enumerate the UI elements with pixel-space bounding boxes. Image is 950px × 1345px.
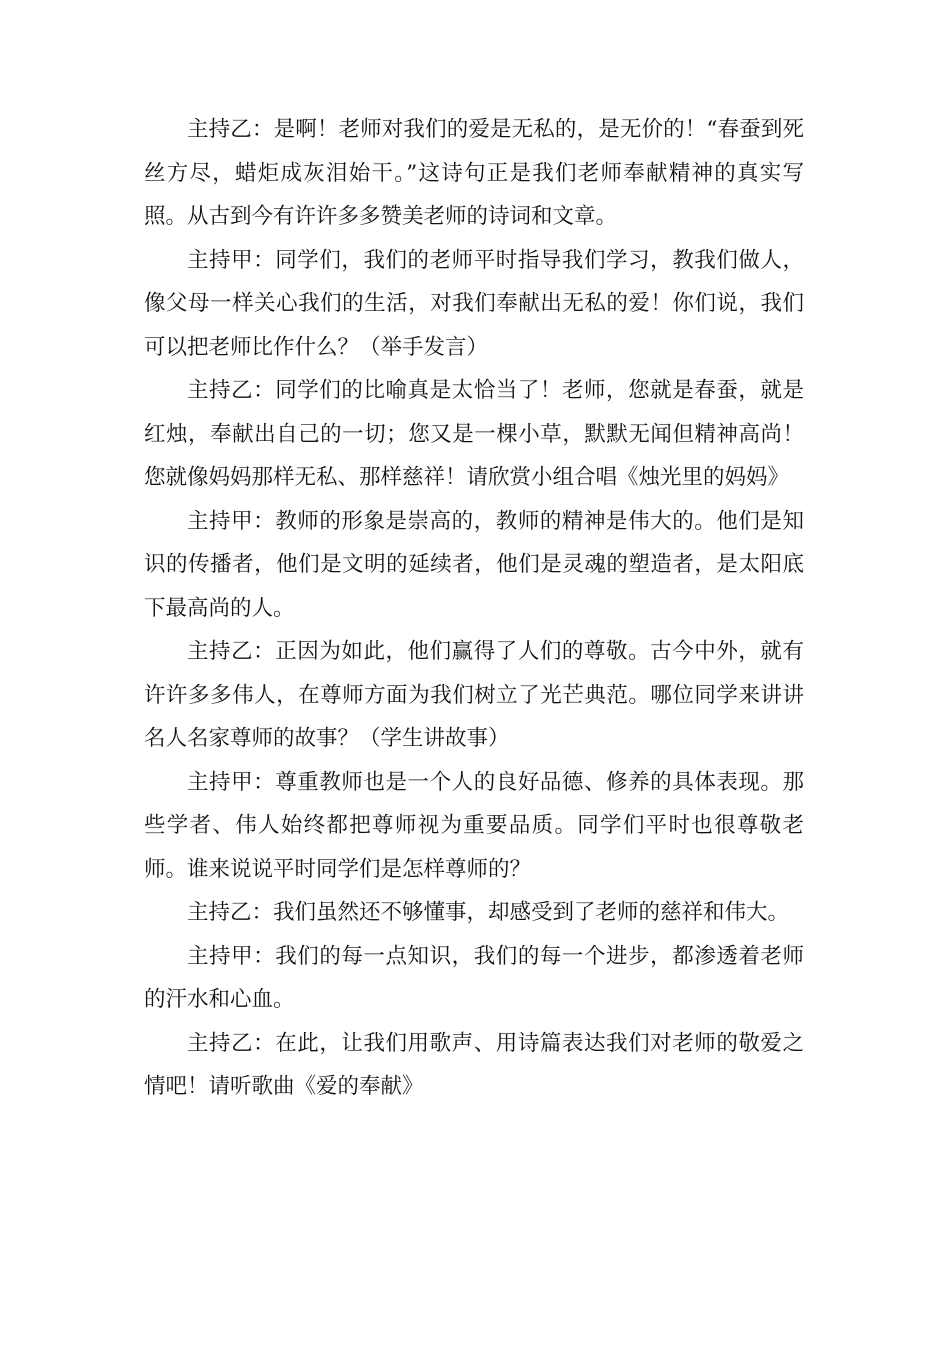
paragraph: 主持乙：在此，让我们用歌声、用诗篇表达我们对老师的敬爱之情吧！请听歌曲《爱的奉献》 — [144, 1030, 804, 1099]
paragraph: 主持甲：教师的形象是崇高的，教师的精神是伟大的。他们是知识的传播者，他们是文明的延续者，他们是灵魂的塑造者，是太阳底下最高尚的人。 — [144, 508, 804, 621]
paragraph: 主持甲：我们的每一点知识，我们的每一个进步，都渗透着老师的汗水和心血。 — [144, 943, 804, 1012]
paragraph: 主持甲：尊重教师也是一个人的良好品德、修养的具体表现。那些学者、伟人始终都把尊师视为重要品质。同学们平时也很尊敬老师。谁来说说平时同学们是怎样尊师的？ — [144, 769, 804, 882]
paragraph: 主持乙：同学们的比喻真是太恰当了！老师，您就是春蚕，就是红烛，奉献出自己的一切；您又是一棵小草，默默无闻但精神高尚！您就像妈妈那样无私、那样慈祥！请欣赏小组合唱《烛光里的妈妈》 — [144, 378, 804, 490]
paragraph: 主持乙：我们虽然还不够懂事，却感受到了老师的慈祥和伟大。 — [187, 900, 790, 925]
paragraph: 主持甲：同学们，我们的老师平时指导我们学习，教我们做人，像父母一样关心我们的生活，对我们奉献出无私的爱！你们说，我们可以把老师比作什么？（举手发言） — [144, 247, 804, 360]
paragraph: 主持乙：正因为如此，他们赢得了人们的尊敬。古今中外，就有许许多多伟人，在尊师方面为我们树立了光芒典范。哪位同学来讲讲名人名家尊师的故事？（学生讲故事） — [144, 639, 804, 751]
document-body — [144, 108, 804, 1109]
paragraph: 主持乙：是啊！老师对我们的爱是无私的，是无价的！“春蚕到死丝方尽，蜡炬成灰泪始干。”这诗句正是我们老师奉献精神的真实写照。从古到今有许许多多赞美老师的诗词和文章。 — [144, 117, 804, 229]
